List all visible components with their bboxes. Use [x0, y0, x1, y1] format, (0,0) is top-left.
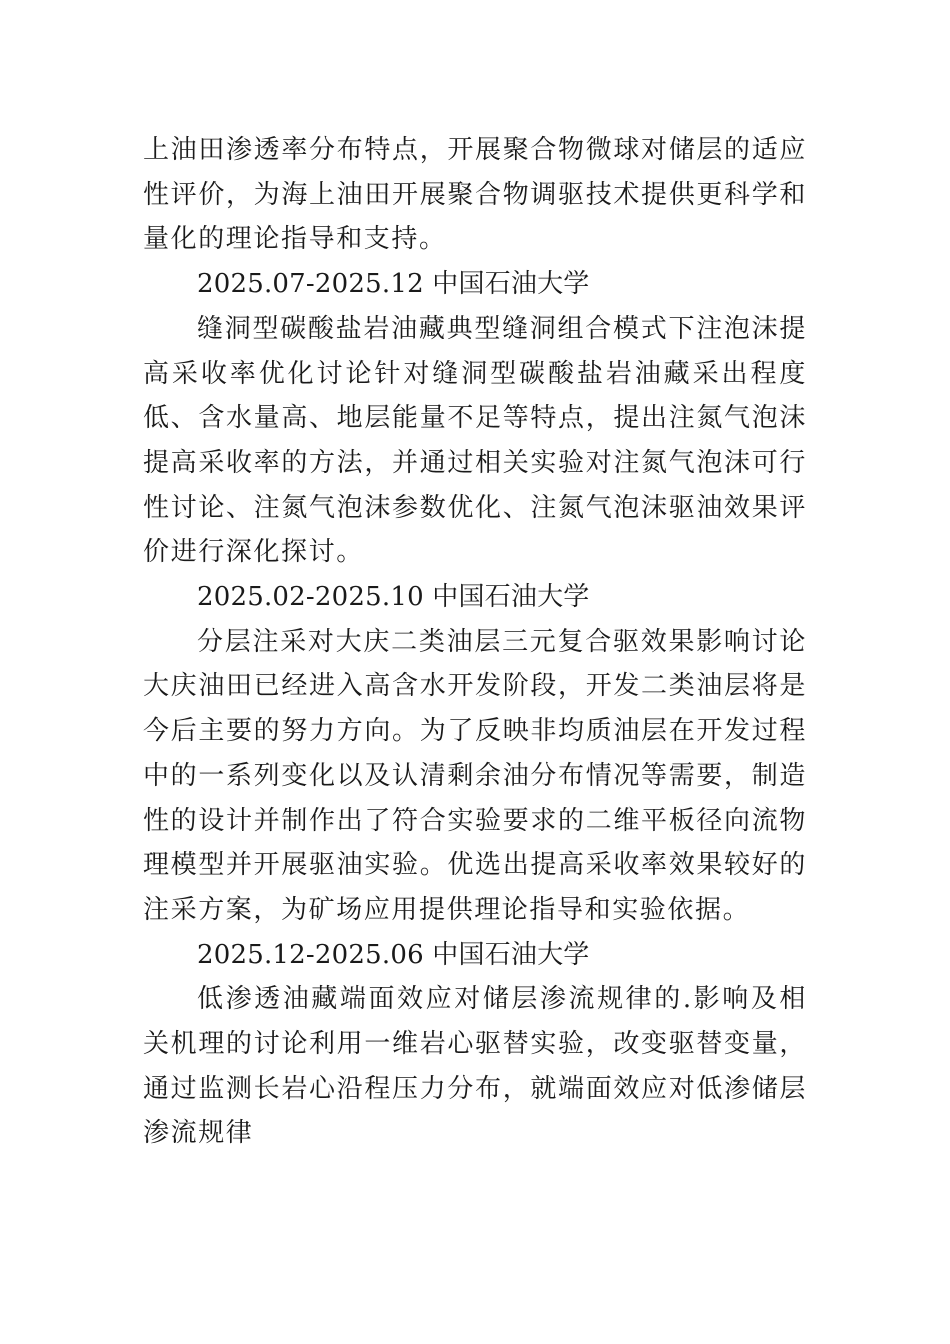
project-date-1: 2025.07-2025.12 中国石油大学 — [197, 269, 590, 300]
paragraph-intro-continuation: 上油田渗透率分布特点，开展聚合物微球对储层的适应性评价，为海上油田开展聚合物调驱技术提供更科学和量化的理论指导和支持。 — [143, 135, 807, 255]
document-body — [143, 128, 807, 1156]
project-date-3: 2025.12-2025.06 中国石油大学 — [197, 939, 590, 970]
paragraph-project-1: 缝洞型碳酸盐岩油藏典型缝洞组合模式下注泡沫提高采收率优化讨论针对缝洞型碳酸盐岩油藏采出程度低、含水量高、地层能量不足等特点，提出注氮气泡沫提高采收率的方法，并通过相关实验对注氮气泡沫可行性讨论、注氮气泡沫参数优化、注氮气泡沫驱油效果评价进行深化探讨。 — [143, 313, 807, 568]
paragraph-project-3: 低渗透油藏端面效应对储层渗流规律的.影响及相关机理的讨论利用一维岩心驱替实验，改变驱替变量，通过监测长岩心沿程压力分布，就端面效应对低渗储层渗流规律 — [143, 984, 807, 1149]
project-date-2: 2025.02-2025.10 中国石油大学 — [197, 582, 590, 613]
paragraph-project-2: 分层注采对大庆二类油层三元复合驱效果影响讨论大庆油田已经进入高含水开发阶段，开发二类油层将是今后主要的努力方向。为了反映非均质油层在开发过程中的一系列变化以及认清剩余油分布情况等需要，制造性的设计并制作出了符合实验要求的二维平板径向流物理模型并开展驱油实验。优选出提高采收率效果较好的注采方案，为矿场应用提供理论指导和实验依据。 — [143, 626, 807, 925]
